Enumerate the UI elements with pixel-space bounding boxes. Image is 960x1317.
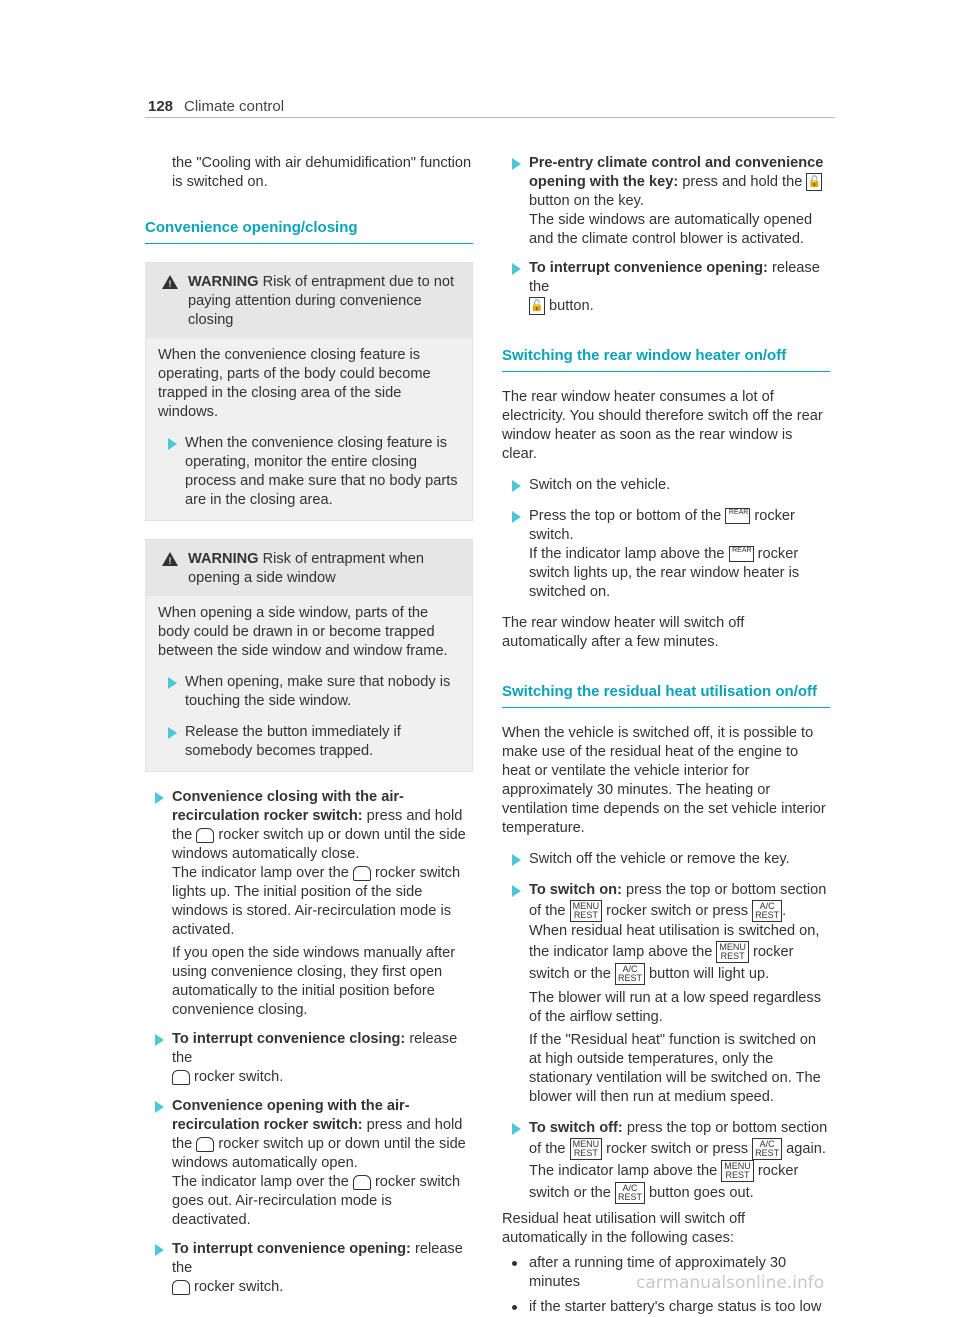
warning-box-1 [145, 262, 473, 521]
warning-header [146, 540, 472, 596]
step-text: again. [782, 1140, 826, 1157]
warning-header [146, 263, 472, 338]
section-text: The rear window heater consumes a lot of electricity. You should therefore switch off the rear window heater as soon as the rear window is clear. [502, 389, 823, 462]
step-arrow-icon [512, 1123, 521, 1135]
step-text: button will light up. [645, 965, 770, 982]
step-text: rocker switch lights up. The initial position of the side windows is stored. Air-recirculation mode is activated. [172, 865, 461, 938]
unlock-icon: 🔓 [806, 173, 822, 191]
step-text: Press the top or bottom of the [529, 508, 726, 524]
ac-rest-icon: A/C REST [752, 1138, 782, 1160]
step-text: When residual heat utilisation is switched on, the indicator lamp above the [529, 923, 820, 960]
step-text: The blower will run at a low speed regardless of the airflow setting. [529, 990, 822, 1025]
section-heading-convenience: Convenience opening/closing [145, 218, 473, 244]
warning-step-text: When opening, make sure that nobody is touching the side window. [185, 674, 451, 709]
step-convenience-opening [145, 1097, 473, 1230]
ac-rest-icon: A/C REST [752, 900, 782, 922]
step-text: rocker switch goes out. Air-recirculation mode is deactivated. [172, 1174, 461, 1228]
step-text: press and hold the [172, 1117, 463, 1152]
step-title: To interrupt convenience opening: [172, 1241, 411, 1257]
recirculation-icon [196, 828, 214, 843]
step-rear-heater [502, 507, 830, 602]
step-text: rocker switch lights up, the rear window heater is switched on. [529, 546, 800, 600]
step-arrow-icon [168, 438, 177, 450]
warning-step [158, 673, 460, 711]
step-text: The side windows are automatically opened and the climate control blower is activated. [529, 212, 813, 247]
step-text: press and hold the [172, 808, 463, 843]
warning-headline: Risk of entrapment when opening a side window [188, 551, 425, 586]
step-text: If you open the side windows manually after using convenience closing, they first open automatically to the initial position before convenience closing. [172, 945, 456, 1018]
menu-rest-icon: MENU REST [721, 1160, 754, 1182]
recirculation-icon [353, 866, 371, 881]
step-arrow-icon [155, 1244, 164, 1256]
step-text: rocker switch. [529, 508, 795, 543]
step-text: The indicator lamp over the [172, 1174, 353, 1190]
warning-headline: Risk of entrapment due to not paying attention during convenience closing [188, 274, 455, 328]
step-text: rocker switch or the [529, 943, 794, 982]
step-text: rocker switch or the [529, 1162, 799, 1201]
warning-label: WARNING [188, 274, 259, 290]
ac-rest-icon: A/C REST [615, 1182, 645, 1204]
right-column [502, 154, 830, 1317]
step-text: press the top or bottom section of the [529, 882, 827, 919]
step-text: If the indicator lamp above the [529, 546, 729, 562]
warning-exclamation: ! [168, 556, 172, 566]
step-interrupt-opening [145, 1240, 473, 1297]
warning-body [146, 338, 472, 520]
step-switch-on-vehicle [502, 476, 830, 495]
step-text: press the top or bottom section of the [529, 1120, 828, 1157]
warning-text: When the convenience closing feature is operating, parts of the body could become trapped in the closing area of the side windows. [158, 347, 431, 420]
recirculation-icon [196, 1137, 214, 1152]
step-arrow-icon [155, 1101, 164, 1113]
section-text: When the vehicle is switched off, it is possible to make use of the residual heat of the engine to heat or ventilate the vehicle interior for approximately 30 minutes. The heating or ventilation time depends on the set vehicle interior temperature. [502, 725, 826, 836]
unlock-icon: 🔓 [529, 297, 545, 315]
step-arrow-icon [512, 158, 521, 170]
section-text: The rear window heater will switch off automatically after a few minutes. [502, 615, 745, 650]
warning-step [158, 434, 460, 510]
step-interrupt-closing [145, 1030, 473, 1087]
left-column [145, 154, 473, 1297]
recirculation-icon [353, 1175, 371, 1190]
step-text: button. [545, 298, 594, 314]
step-residual-off [502, 1119, 830, 1204]
step-text: release the [172, 1031, 458, 1066]
step-title: Pre-entry climate control and convenience opening with the key: [529, 155, 824, 190]
intro-text: the "Cooling with air dehumidification" function is switched on. [172, 155, 472, 190]
step-arrow-icon [512, 854, 521, 866]
step-text: Switch on the vehicle. [529, 477, 671, 493]
step-title: Convenience opening with the air-recirculation rocker switch: [172, 1098, 410, 1133]
warning-body [146, 596, 472, 771]
rear-window-heater-icon: REAR [725, 508, 750, 524]
step-residual-on [502, 881, 830, 1107]
menu-rest-icon: MENU REST [570, 1138, 603, 1160]
step-arrow-icon [168, 727, 177, 739]
step-text: rocker switch. [190, 1069, 284, 1085]
section-text: Residual heat utilisation will switch off automatically in the following cases: [502, 1211, 746, 1246]
step-arrow-icon [168, 677, 177, 689]
step-title: To interrupt convenience closing: [172, 1031, 406, 1047]
step-title: To switch on: [529, 882, 622, 898]
step-text: If the "Residual heat" function is switched on at high outside temperatures, only the stationary ventilation will be switched on. The blower will then run at medium speed. [529, 1032, 821, 1105]
step-text: press and hold the [678, 174, 807, 190]
page-header [145, 95, 835, 118]
watermark: carmanualsonline.info [636, 1273, 825, 1293]
step-arrow-icon [512, 511, 521, 523]
warning-exclamation: ! [168, 279, 172, 289]
step-title: Convenience closing with the air-recirculation rocker switch: [172, 789, 404, 824]
warning-step-text: Release the button immediately if somebody becomes trapped. [185, 724, 401, 759]
step-arrow-icon [512, 480, 521, 492]
step-text: button goes out. [645, 1184, 754, 1201]
warning-step-text: When the convenience closing feature is operating, monitor the entire closing process and make sure that no body parts are in the closing area. [185, 435, 458, 508]
step-text: release the [172, 1241, 463, 1276]
step-text: The indicator lamp above the [529, 1162, 722, 1179]
step-text: rocker switch or press [602, 1140, 753, 1157]
step-text: release the [529, 260, 820, 295]
warning-text: When opening a side window, parts of the body could be drawn in or become trapped between the side window and window frame. [158, 605, 448, 659]
step-arrow-icon [512, 263, 521, 275]
page-number: 128 [148, 98, 174, 115]
step-switch-off-vehicle [502, 850, 830, 869]
step-text: Switch off the vehicle or remove the key. [529, 851, 790, 867]
menu-rest-icon: MENU REST [570, 900, 603, 922]
bullet-item: if the starter battery's charge status is too low [502, 1298, 830, 1317]
warning-step [158, 723, 460, 761]
bullet-item: after a running time of approximately 30 minutes [502, 1254, 830, 1292]
recirculation-icon [172, 1280, 190, 1295]
warning-box-2 [145, 539, 473, 772]
step-text: . [782, 902, 787, 919]
step-text: rocker switch up or down until the side windows automatically close. [172, 827, 466, 862]
recirculation-icon [172, 1070, 190, 1085]
step-text: rocker switch or press [602, 902, 753, 919]
step-text: The indicator lamp over the [172, 865, 353, 881]
rear-window-heater-icon: REAR [729, 546, 754, 562]
page-title: Climate control [184, 98, 285, 115]
step-text: button on the key. [529, 193, 644, 209]
warning-label: WARNING [188, 551, 259, 567]
step-arrow-icon [512, 885, 521, 897]
menu-rest-icon: MENU REST [716, 941, 749, 963]
step-text: rocker switch up or down until the side windows automatically open. [172, 1136, 466, 1171]
step-arrow-icon [155, 1034, 164, 1046]
step-text: rocker switch. [190, 1279, 284, 1295]
ac-rest-icon: A/C REST [615, 963, 645, 985]
step-title: To interrupt convenience opening: [529, 260, 768, 276]
step-title: To switch off: [529, 1120, 623, 1136]
step-pre-entry [502, 154, 830, 249]
step-arrow-icon [155, 792, 164, 804]
section-heading-rear-window: Switching the rear window heater on/off [502, 346, 830, 372]
step-convenience-closing [145, 788, 473, 1020]
section-heading-residual-heat: Switching the residual heat utilisation on/off [502, 682, 830, 708]
step-interrupt-key [502, 259, 830, 316]
